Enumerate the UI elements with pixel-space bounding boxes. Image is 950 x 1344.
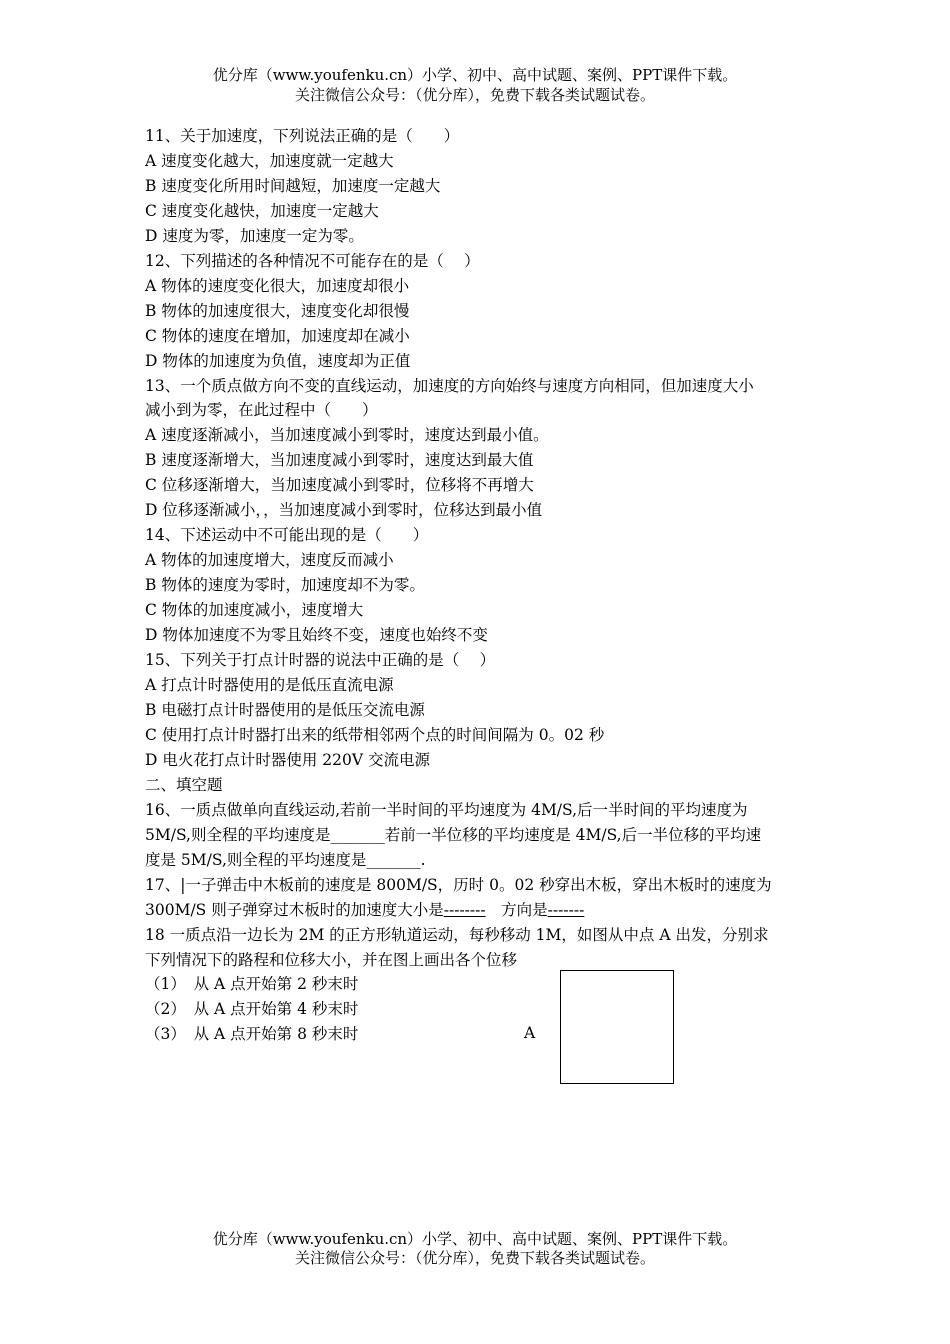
q16-line-3: 度是 5M/S,则全程的平均速度是_______. [145,851,426,869]
q17-blank-1: -------- [443,901,486,919]
q18-line-1: 18 一质点沿一边长为 2M 的正方形轨道运动，每秒移动 1M，如图从中点 A 出发，分别求 [145,926,769,944]
q11-stem: 11、关于加速度，下列说法正确的是（ ） [145,127,460,145]
footer-line-1: 优分库（www.youfenku.cn）小学、初中、高中试题、案例、PPT课件下载。 [212,1230,738,1248]
q17-mid: 方向是 [485,901,548,919]
q18-part-1: （1） 从 A 点开始第 2 秒末时 [145,975,359,993]
square-track-figure [560,970,674,1084]
q15-option-d: D 电火花打点计时器使用 220V 交流电源 [145,751,430,769]
q13-option-b: B 速度逐渐增大，当加速度减小到零时，速度达到最大值 [145,451,534,469]
q13-option-a: A 速度逐渐减小，当加速度减小到零时，速度达到最小值。 [145,426,549,444]
q11-option-d: D 速度为零，加速度一定为零。 [145,227,364,245]
q18-part-2: （2） 从 A 点开始第 4 秒末时 [145,1000,359,1018]
q13-option-c: C 位移逐渐增大，当加速度减小到零时，位移将不再增大 [145,476,534,494]
q16-line-1: 16、一质点做单向直线运动,若前一半时间的平均速度为 4M/S,后一半时间的平均速度为 [145,801,748,819]
q14-option-c: C 物体的加速度减小，速度增大 [145,601,364,619]
header-line-1: 优分库（www.youfenku.cn）小学、初中、高中试题、案例、PPT课件下载。 [212,66,738,84]
q17-line-1: 17、|一子弹击中木板前的速度是 800M/S，历时 0。02 秒穿出木板，穿出木板时的速度为 [145,876,772,894]
q13-stem-2: 减小到为零，在此过程中（ ） [145,401,378,419]
q17-prefix: 300M/S 则子弹穿过木板时的加速度大小是 [145,901,444,919]
q17-blank-2: ------- [547,901,585,919]
q11-option-c: C 速度变化越快，加速度一定越大 [145,202,379,220]
q11-option-b: B 速度变化所用时间越短，加速度一定越大 [145,177,441,195]
q15-stem: 15、下列关于打点计时器的说法中正确的是（ ） [145,651,496,669]
q15-option-c: C 使用打点计时器打出来的纸带相邻两个点的时间间隔为 0。02 秒 [145,726,605,744]
q18-part-3: （3） 从 A 点开始第 8 秒末时 [145,1025,359,1043]
q18-line-2: 下列情况下的路程和位移大小，并在图上画出各个位移 [145,951,518,969]
header-line-2: 关注微信公众号：（优分库），免费下载各类试题试卷。 [294,86,655,104]
q12-stem: 12、下列描述的各种情况不可能存在的是（ ） [145,252,480,270]
q12-option-d: D 物体的加速度为负值，速度却为正值 [145,352,411,370]
q14-option-b: B 物体的速度为零时，加速度却不为零。 [145,576,425,594]
q15-option-b: B 电磁打点计时器使用的是低压交流电源 [145,701,425,719]
q12-option-a: A 物体的速度变化很大，加速度却很小 [145,277,410,295]
q15-option-a: A 打点计时器使用的是低压直流电源 [145,676,394,694]
q12-option-c: C 物体的速度在增加，加速度却在减小 [145,327,410,345]
section-fill-in: 二、填空题 [145,776,223,794]
q12-option-b: B 物体的加速度很大，速度变化却很慢 [145,302,410,320]
q11-option-a: A 速度变化越大，加速度就一定越大 [145,152,394,170]
point-a-label: A [524,1024,536,1042]
q14-option-a: A 物体的加速度增大，速度反而减小 [145,551,394,569]
q13-stem-1: 13、一个质点做方向不变的直线运动，加速度的方向始终与速度方向相同，但加速度大小 [145,377,754,395]
q14-option-d: D 物体加速度不为零且始终不变，速度也始终不变 [145,626,488,644]
q13-option-d: D 位移逐渐减小，，当加速度减小到零时，位移达到最小值 [145,501,543,519]
q14-stem: 14、下述运动中不可能出现的是（ ） [145,526,429,544]
footer-line-2: 关注微信公众号：（优分库），免费下载各类试题试卷。 [294,1249,655,1267]
q17-line-2 [145,900,584,920]
q16-line-2: 5M/S,则全程的平均速度是_______若前一半位移的平均速度是 4M/S,后一半位移的平均速 [145,826,762,844]
